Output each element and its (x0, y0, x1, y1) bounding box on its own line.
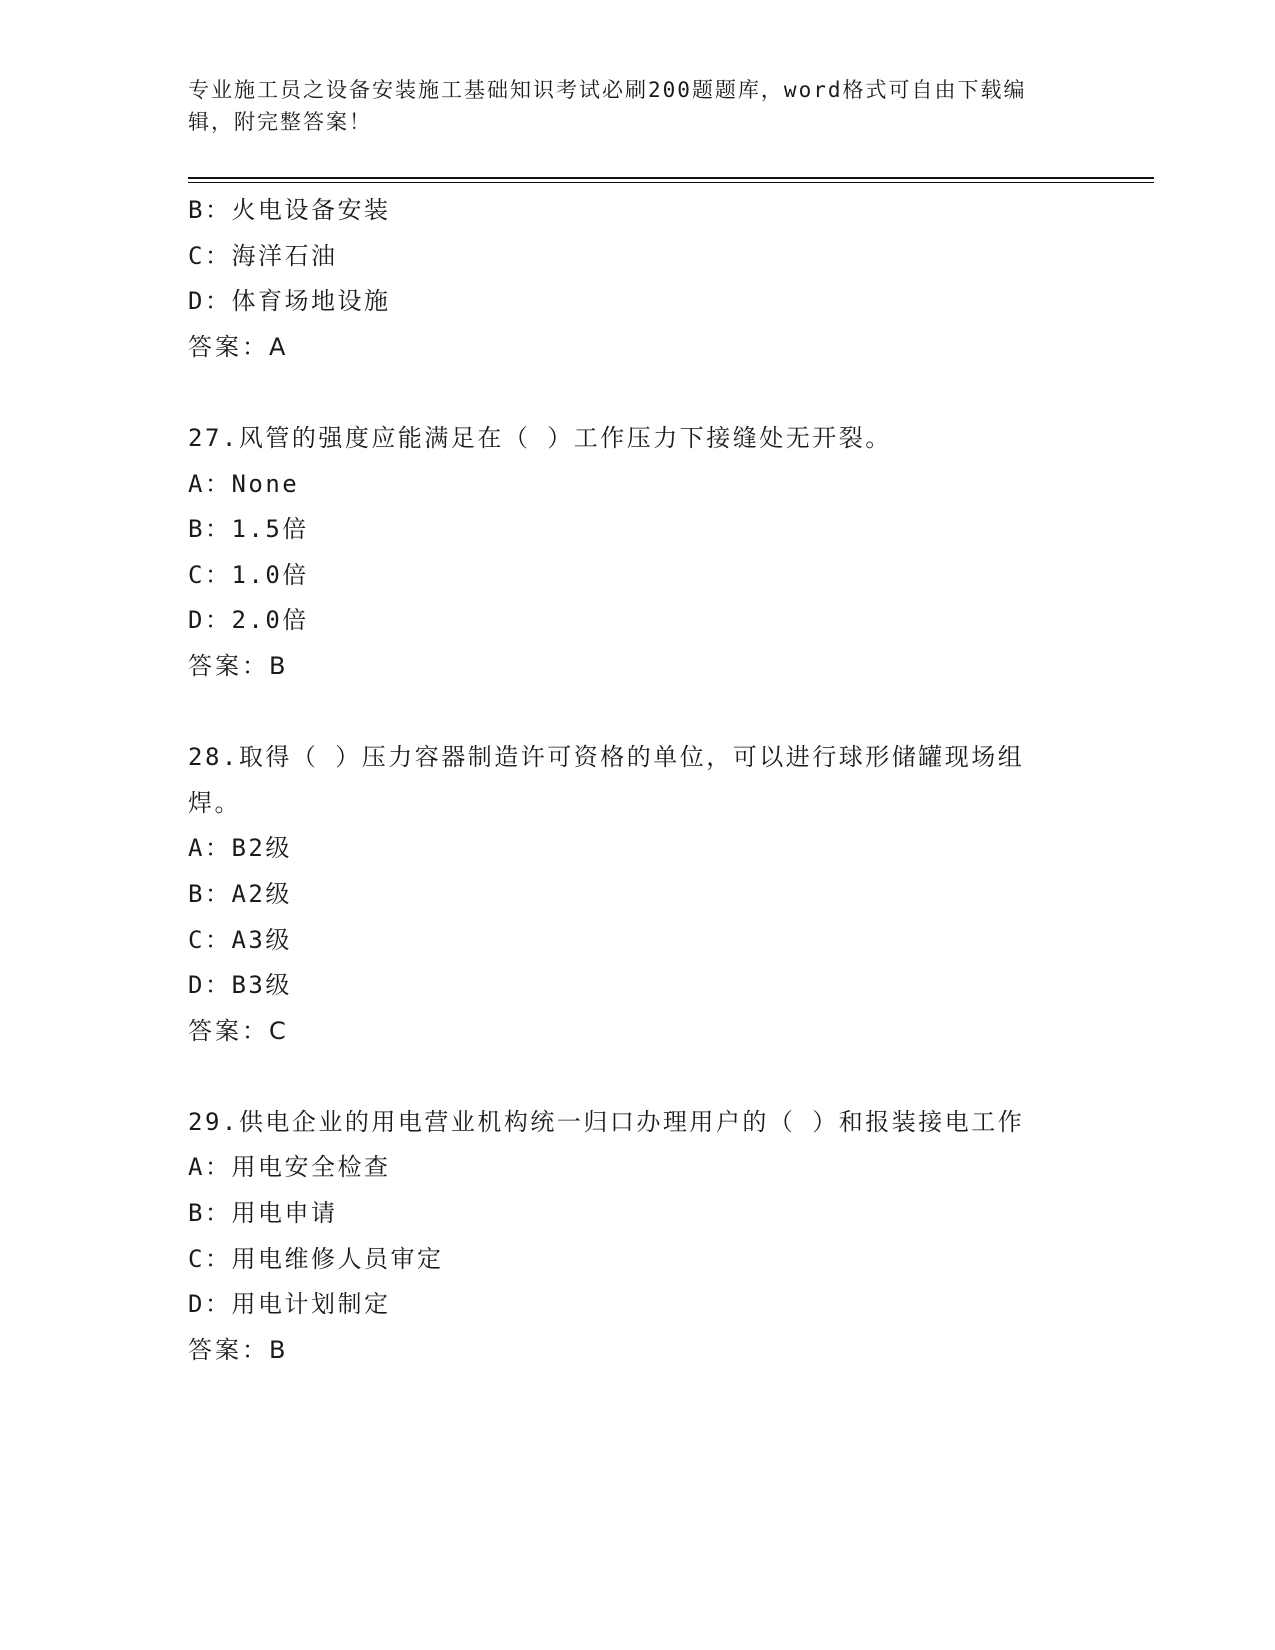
spacer (188, 1054, 1068, 1100)
question-stem-29: 29.供电企业的用电营业机构统一归口办理用户的（ ）和报装接电工作 (188, 1107, 1025, 1136)
option-d: D：体育场地设施 (188, 287, 391, 316)
option-b: B：火电设备安装 (188, 196, 391, 224)
question-stem-28: 28.取得（ ）压力容器制造许可资格的单位，可以进行球形储罐现场组焊。 (188, 743, 1025, 817)
question-stem-27: 27.风管的强度应能满足在（ ）工作压力下接缝处无开裂。 (188, 423, 892, 452)
option-a: A：B2级 (188, 834, 292, 863)
answer-line: 答案：B (188, 651, 289, 680)
option-d: D：2.0倍 (188, 606, 309, 635)
option-a: A：用电安全检查 (188, 1153, 391, 1182)
option-c: C：1.0倍 (188, 560, 309, 589)
header-rule-thin (188, 182, 1154, 183)
option-b: B：用电申请 (188, 1199, 338, 1228)
header-rule-thick (188, 177, 1154, 179)
option-d: D：用电计划制定 (188, 1290, 391, 1319)
answer-line: 答案：C (188, 1016, 289, 1045)
option-b: B：A2级 (188, 879, 292, 908)
option-c: C：海洋石油 (188, 241, 338, 270)
option-c: C：用电维修人员审定 (188, 1244, 444, 1273)
answer-line: 答案：B (188, 1335, 289, 1364)
option-b: B：1.5倍 (188, 515, 309, 544)
option-a: A：None (188, 469, 300, 498)
document-header: 专业施工员之设备安装施工基础知识考试必刷200题题库，word格式可自由下载编辑，附完整答案！ (188, 78, 1027, 134)
option-d: D：B3级 (188, 971, 292, 1000)
spacer (188, 370, 1068, 416)
question-content (188, 188, 1068, 1373)
option-c: C：A3级 (188, 925, 292, 954)
spacer (188, 690, 1068, 736)
answer-line: 答案：A (188, 332, 289, 361)
